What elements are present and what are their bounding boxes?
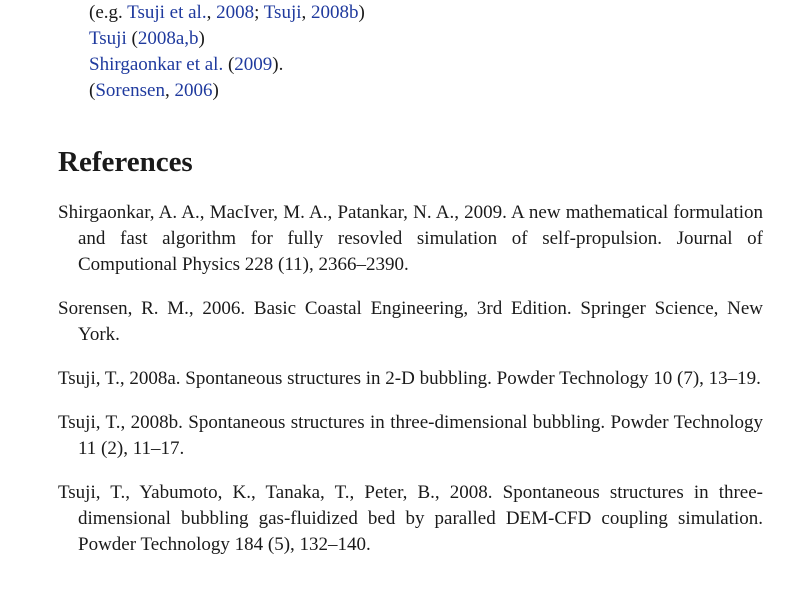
references-heading: References — [58, 146, 193, 178]
citation-line-2 — [89, 26, 365, 52]
citation-examples — [89, 0, 365, 104]
citation-year-link[interactable]: 2009 — [234, 54, 273, 75]
citation-text: ( — [223, 54, 235, 75]
citation-author-link[interactable]: Tsuji et al. — [127, 2, 207, 23]
reference-entry: Shirgaonkar, A. A., MacIver, M. A., Patankar, N. A., 2009. A new mathematical formulation and fast algorithm for fully resovled simulation of self-propulsion. Journal of Computional Physics 228 (11), 2366–2390. — [58, 202, 763, 275]
citation-author-link[interactable]: Tsuji — [89, 28, 127, 49]
citation-text: ( — [126, 28, 138, 49]
citation-text: , — [164, 80, 175, 101]
citation-text: ( — [89, 80, 96, 101]
references-list — [58, 200, 763, 558]
citation-line-4 — [89, 78, 365, 104]
citation-year-link[interactable]: 2008 — [216, 2, 255, 23]
citation-year-link[interactable]: 2008b — [311, 2, 359, 23]
reference-entry: Tsuji, T., 2008a. Spontaneous structures in 2-D bubbling. Powder Technology 10 (7), 13–19. — [58, 368, 761, 389]
citation-text: , — [206, 2, 217, 23]
reference-entry: Tsuji, T., Yabumoto, K., Tanaka, T., Peter, B., 2008. Spontaneous structures in three-dimensional bubbling gas-fluidized bed by paralled DEM-CFD coupling simulation. Powder Technology 184 (5), 132–140. — [58, 482, 763, 555]
citation-text: ; — [254, 2, 264, 23]
citation-line-3 — [89, 52, 365, 78]
citation-year-link[interactable]: 2006 — [174, 80, 213, 101]
reference-entry: Sorensen, R. M., 2006. Basic Coastal Engineering, 3rd Edition. Springer Science, New York. — [58, 298, 763, 345]
citation-year-link[interactable]: 2008a,b — [137, 28, 199, 49]
citation-author-link[interactable]: Sorensen — [95, 80, 165, 101]
citation-text: , — [301, 2, 311, 23]
citation-line-1 — [89, 0, 365, 26]
citation-text: ) — [198, 28, 205, 49]
citation-text: ) — [212, 80, 219, 101]
reference-entry: Tsuji, T., 2008b. Spontaneous structures in three-dimensional bubbling. Powder Technology 11 (2), 11–17. — [58, 412, 763, 459]
citation-text: ). — [272, 54, 284, 75]
citation-author-link[interactable]: Tsuji — [263, 2, 302, 23]
citation-text: (e.g. — [89, 2, 128, 23]
citation-author-link[interactable]: Shirgaonkar et al. — [89, 54, 224, 75]
citation-text: ) — [358, 2, 365, 23]
